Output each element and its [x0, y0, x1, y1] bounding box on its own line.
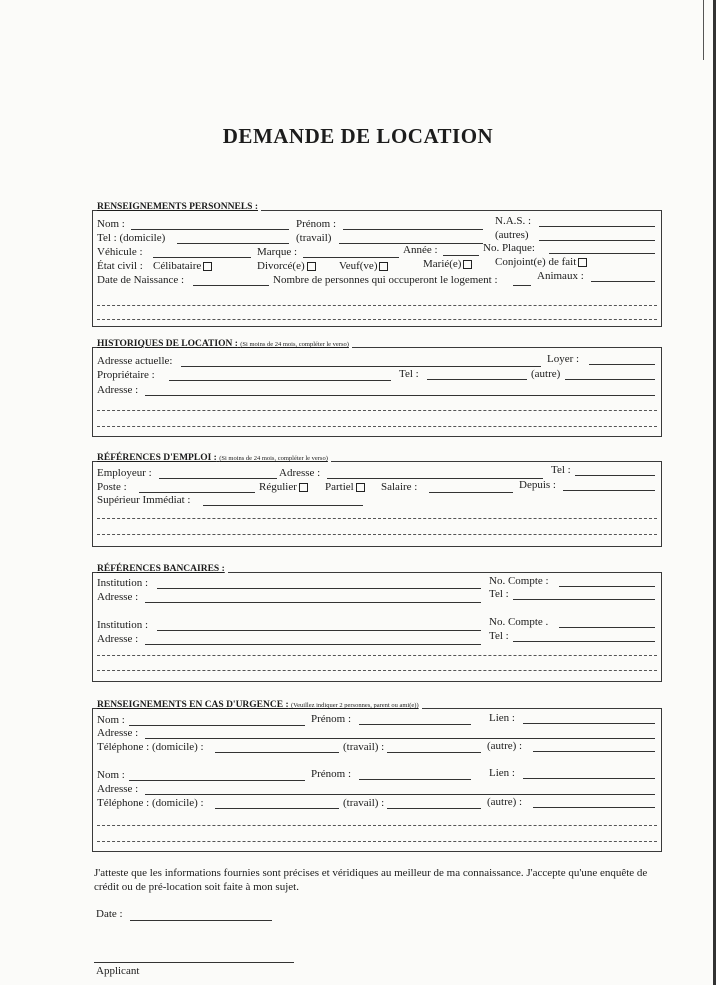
tel-autres-label: (autres)	[495, 229, 529, 241]
prenom-label: Prénom :	[296, 218, 337, 230]
emergency-travail-2-label: (travail) :	[343, 797, 385, 809]
conjoint-label: Conjoint(e) de fait	[495, 256, 577, 268]
emergency-extra-line-2[interactable]	[97, 841, 657, 842]
applicant-label: Applicant	[96, 965, 140, 977]
emergency-adresse-field[interactable]	[145, 738, 655, 739]
institution-label: Institution :	[97, 577, 149, 589]
plaque-field[interactable]	[549, 253, 655, 254]
section-rental	[92, 339, 662, 437]
emergency-prenom-2-field[interactable]	[359, 779, 471, 780]
no-compte-2-field[interactable]	[559, 627, 655, 628]
celibataire-option[interactable]	[153, 261, 212, 272]
salaire-label: Salaire :	[381, 481, 418, 493]
employment-header-title: RÉFÉRENCES D'EMPLOI :	[97, 453, 217, 463]
signature-field[interactable]	[94, 962, 294, 963]
bank-tel-label: Tel :	[489, 588, 509, 600]
regulier-checkbox[interactable]	[299, 483, 308, 492]
emergency-nom-2-field[interactable]	[129, 780, 305, 781]
partiel-label: Partiel	[325, 481, 354, 493]
poste-field[interactable]	[139, 492, 255, 493]
scan-edge-mark	[703, 0, 704, 60]
nom-field[interactable]	[131, 229, 289, 230]
naissance-label: Date de Naissance :	[97, 274, 185, 286]
personal-extra-line-1[interactable]	[97, 305, 657, 306]
emergency-prenom-2-label: Prénom :	[311, 768, 352, 780]
emergency-header-note: (Veuillez indiquer 2 personnes, parent ou ami(e))	[291, 702, 419, 709]
employeur-label: Employeur :	[97, 467, 152, 479]
salaire-field[interactable]	[429, 492, 513, 493]
bank-tel-field[interactable]	[513, 599, 655, 600]
section-bank	[92, 564, 662, 682]
nas-label: N.A.S. :	[495, 215, 532, 227]
emergency-header	[97, 701, 422, 711]
section-employment	[92, 453, 662, 547]
vehicule-field[interactable]	[153, 257, 251, 258]
loyer-field[interactable]	[589, 364, 655, 365]
personal-header: RENSEIGNEMENTS PERSONNELS :	[97, 203, 261, 213]
marque-field[interactable]	[303, 257, 399, 258]
vehicule-label: Véhicule :	[97, 246, 143, 258]
superieur-field[interactable]	[203, 505, 363, 506]
depuis-label: Depuis :	[519, 479, 556, 491]
bank-tel-2-label: Tel :	[489, 630, 509, 642]
rental-adresse-field[interactable]	[145, 395, 655, 396]
nas-field[interactable]	[539, 226, 655, 227]
emergency-adresse-2-label: Adresse :	[97, 783, 139, 795]
partiel-option[interactable]	[325, 482, 365, 493]
animaux-field[interactable]	[591, 281, 655, 282]
institution-2-field[interactable]	[157, 630, 481, 631]
emergency-telephone-2-label: Téléphone : (domicile) :	[97, 797, 204, 809]
date-field[interactable]	[130, 920, 272, 921]
employment-adresse-field[interactable]	[327, 478, 543, 479]
emergency-prenom-field[interactable]	[359, 724, 471, 725]
loyer-label: Loyer :	[547, 353, 580, 365]
emergency-travail-label: (travail) :	[343, 741, 385, 753]
veuf-checkbox[interactable]	[379, 262, 388, 271]
rental-header-title: HISTORIQUES DE LOCATION :	[97, 339, 238, 349]
annee-field[interactable]	[443, 255, 479, 256]
bank-adresse-label: Adresse :	[97, 591, 139, 603]
bank-adresse-2-field[interactable]	[145, 644, 481, 645]
date-label: Date :	[96, 908, 123, 920]
section-personal	[92, 202, 662, 327]
annee-label: Année :	[403, 244, 438, 256]
rental-autre-label: (autre)	[531, 368, 561, 380]
bank-tel-2-field[interactable]	[513, 641, 655, 642]
employment-tel-field[interactable]	[575, 475, 655, 476]
emergency-extra-line-1[interactable]	[97, 825, 657, 826]
rental-tel-label: Tel :	[399, 368, 419, 380]
personnes-field[interactable]	[513, 285, 531, 286]
employment-extra-line-2[interactable]	[97, 534, 657, 535]
rental-tel-field[interactable]	[427, 379, 527, 380]
etat-civil-label: État civil :	[97, 260, 143, 272]
conjoint-option[interactable]	[495, 257, 587, 268]
emergency-lien-label: Lien :	[489, 712, 515, 724]
poste-label: Poste :	[97, 481, 127, 493]
regulier-label: Régulier	[259, 481, 297, 493]
emergency-autre-2-label: (autre) :	[487, 796, 523, 808]
bank-adresse-field[interactable]	[145, 602, 481, 603]
institution-2-label: Institution :	[97, 619, 149, 631]
emergency-header-title: RENSEIGNEMENTS EN CAS D'URGENCE :	[97, 700, 289, 710]
proprietaire-field[interactable]	[169, 380, 391, 381]
conjoint-checkbox[interactable]	[578, 258, 587, 267]
marque-label: Marque :	[257, 246, 298, 258]
rental-extra-line-1[interactable]	[97, 410, 657, 411]
divorce-checkbox[interactable]	[307, 262, 316, 271]
no-compte-label: No. Compte :	[489, 575, 549, 587]
emergency-nom-label: Nom :	[97, 714, 125, 726]
emergency-nom-field[interactable]	[129, 725, 305, 726]
marie-option[interactable]	[423, 259, 472, 270]
employment-header-note: (Si moins de 24 mois, compléter le verso)	[219, 455, 328, 462]
emergency-lien-2-field[interactable]	[523, 778, 655, 779]
emergency-adresse-2-field[interactable]	[145, 794, 655, 795]
employment-extra-line-1[interactable]	[97, 518, 657, 519]
emergency-travail-field[interactable]	[387, 752, 481, 753]
veuf-option[interactable]	[339, 261, 388, 272]
bank-header: RÉFÉRENCES BANCAIRES :	[97, 565, 228, 575]
marie-checkbox[interactable]	[463, 260, 472, 269]
institution-field[interactable]	[157, 588, 481, 589]
emergency-telephone-2-field[interactable]	[215, 808, 339, 809]
marie-label: Marié(e)	[423, 258, 462, 270]
emergency-prenom-label: Prénom :	[311, 713, 352, 725]
prenom-field[interactable]	[343, 229, 483, 230]
superieur-label: Supérieur Immédiat :	[97, 494, 191, 506]
bank-extra-line-1[interactable]	[97, 655, 657, 656]
animaux-label: Animaux :	[537, 270, 584, 282]
divorce-label: Divorcé(e)	[257, 260, 305, 272]
depuis-field[interactable]	[563, 490, 655, 491]
rental-header	[97, 340, 352, 350]
emergency-nom-2-label: Nom :	[97, 769, 125, 781]
employeur-field[interactable]	[159, 478, 277, 479]
adresse-actuelle-field[interactable]	[181, 366, 541, 367]
rental-autre-field[interactable]	[565, 379, 655, 380]
emergency-autre-field[interactable]	[533, 751, 655, 752]
naissance-field[interactable]	[193, 285, 269, 286]
no-compte-field[interactable]	[559, 586, 655, 587]
employment-tel-label: Tel :	[551, 464, 571, 476]
employment-header	[97, 454, 331, 464]
emergency-autre-2-field[interactable]	[533, 807, 655, 808]
bank-adresse-2-label: Adresse :	[97, 633, 139, 645]
personnes-label: Nombre de personnes qui occuperont le logement :	[273, 274, 498, 286]
emergency-telephone-field[interactable]	[215, 752, 339, 753]
rental-header-note: (Si moins de 24 mois, compléter le verso)	[240, 341, 349, 348]
emergency-adresse-label: Adresse :	[97, 727, 139, 739]
partiel-checkbox[interactable]	[356, 483, 365, 492]
plaque-label: No. Plaque:	[483, 242, 535, 254]
veuf-label: Veuf(ve)	[339, 260, 378, 272]
celibataire-checkbox[interactable]	[203, 262, 212, 271]
tel-domicile-field[interactable]	[177, 243, 289, 244]
form-title: DEMANDE DE LOCATION	[222, 124, 494, 148]
personal-extra-line-2[interactable]	[97, 319, 657, 320]
section-emergency	[92, 700, 662, 852]
emergency-telephone-label: Téléphone : (domicile) :	[97, 741, 204, 753]
rental-extra-line-2[interactable]	[97, 426, 657, 427]
celibataire-label: Célibataire	[153, 260, 202, 272]
nom-label: Nom :	[97, 218, 125, 230]
rental-adresse-label: Adresse :	[97, 384, 139, 396]
emergency-autre-label: (autre) :	[487, 740, 523, 752]
emergency-travail-2-field[interactable]	[387, 808, 481, 809]
emergency-lien-2-label: Lien :	[489, 767, 515, 779]
tel-autres-field[interactable]	[539, 240, 655, 241]
no-compte-2-label: No. Compte .	[489, 616, 549, 628]
proprietaire-label: Propriétaire :	[97, 369, 155, 381]
attestation-text: J'atteste que les informations fournies sont précises et véridiques au meilleur de ma connaissance. J'accepte qu'une enquête de crédit ou de pré-location soit faite à mon sujet.	[94, 867, 648, 893]
bank-extra-line-2[interactable]	[97, 670, 657, 671]
divorce-option[interactable]	[257, 261, 316, 272]
emergency-lien-field[interactable]	[523, 723, 655, 724]
tel-domicile-label: Tel : (domicile)	[97, 232, 166, 244]
regulier-option[interactable]	[259, 482, 308, 493]
tel-travail-label: (travail)	[296, 232, 332, 244]
employment-adresse-label: Adresse :	[279, 467, 321, 479]
adresse-actuelle-label: Adresse actuelle:	[97, 355, 173, 367]
